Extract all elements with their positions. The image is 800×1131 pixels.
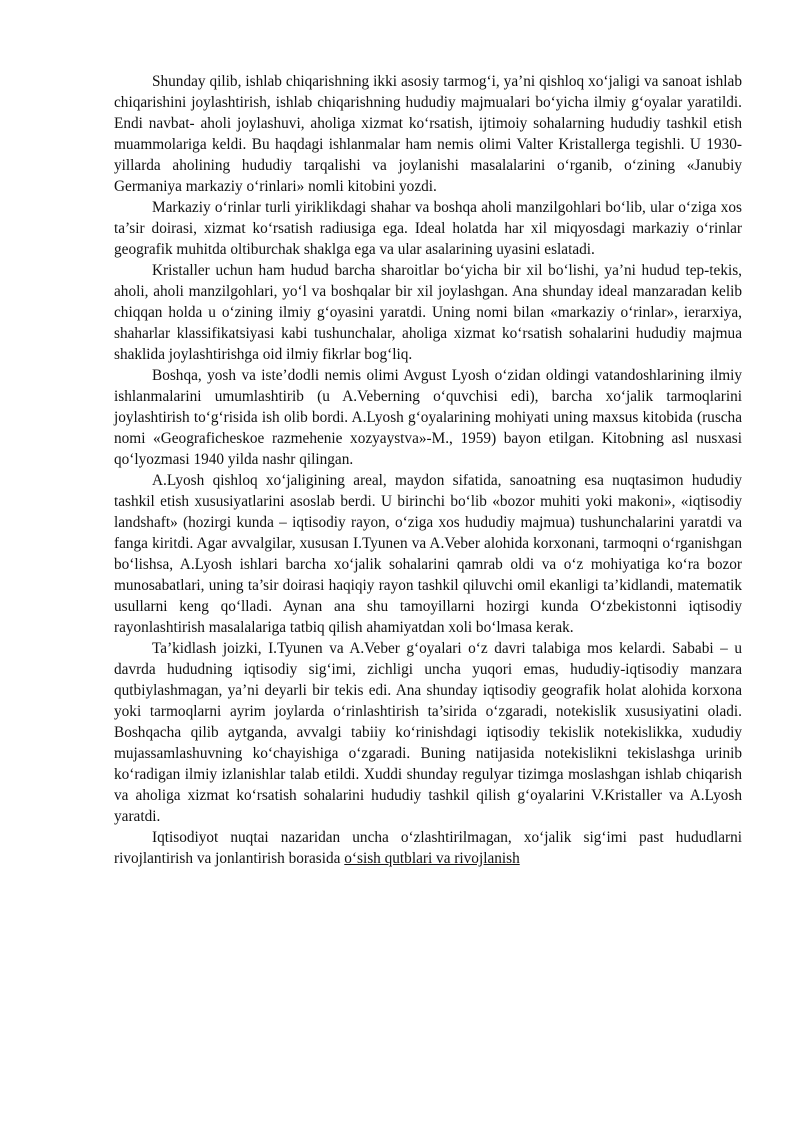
paragraph-1: Shunday qilib, ishlab chiqarishning ikki asosiy tarmog‘i, ya’ni qishloq xo‘jaligi va sanoat ishlab chiqarishini joylashtirish, ishlab chiqarishning hududiy majmualari bo‘yicha ilmiy g‘oyalar yaratildi. Endi navbat- aholi joylashuvi, aholiga xizmat ko‘rsatish, ijtimoiy sohalarning hududiy tashkil etish muammolariga keldi. Bu haqdagi ishlanmalar ham nemis olimi Valter Kristallerga tegishli. U 1930-yillarda aholining hududiy tarqalishi va joylanishi masalalarini o‘rganib, o‘zining «Janubiy Germaniya markaziy o‘rinlari» nomli kitobini yozdi. [114,73,742,195]
paragraph-5: A.Lyosh qishloq xo‘jaligining areal, maydon sifatida, sanoatning esa nuqtasimon hududiy tashkil etish xususiyatlarini asoslab berdi. U birinchi bo‘lib «bozor muhiti yoki makoni», «iqtisodiy landshaft» (hozirgi kunda – iqtisodiy rayon, o‘ziga xos hududiy majmua) tushunchalarini yaratdi va fanga kiritdi. Agar avvalgilar, xususan I.Tyunen va A.Veber alohida korxonani, tarmoqni o‘rganishgan bo‘lishsa, A.Lyosh ishlari barcha xo‘jalik sohalarini qamrab oldi va o‘z mohiyatiga ko‘ra bozor munosabatlari, uning ta’sir doirasi haqiqiy rayon tashkil qiluvchi omil ekanligi ta’kidlandi, matematik usullarni keng qo‘lladi. Aynan ana shu tamoyillarni hozirgi kunda O‘zbekistonni iqtisodiy rayonlashtirish masalalariga tatbiq qilish ahamiyatdan xoli bo‘lmasa kerak. [114,472,742,636]
paragraph-7 [114,827,742,869]
underlined-phrase: o‘sish qutblari va rivojlanish [344,850,520,867]
document-page [114,71,742,869]
paragraph-4: Boshqa, yosh va iste’dodli nemis olimi Avgust Lyosh o‘zidan oldingi vatandoshlarining ilmiy ishlanmalarini umumlashtirib (u A.Veberning o‘quvchisi edi), barcha xo‘jalik tarmoqlarini joylashtirish to‘g‘risida ish olib bordi. A.Lyosh g‘oyalarining mohiyati uning maxsus kitobida (ruscha nomi «Geograficheskoe razmehenie xozyaystva»-M., 1959) bayon etilgan. Kitobning asl nusxasi qo‘lyozmasi 1940 yilda nashr qilingan. [114,367,742,468]
paragraph-3: Kristaller uchun ham hudud barcha sharoitlar bo‘yicha bir xil bo‘lishi, ya’ni hudud tep-tekis, aholi, aholi manzilgohlari, yo‘l va boshqalar bir xil joylashgan. Ana shunday ideal manzaradan kelib chiqqan holda u o‘zining ilmiy g‘oyasini yaratdi. Uning nomi bilan «markaziy o‘rinlar», ierarxiya, shaharlar klassifikatsiyasi kabi tushunchalar, aholiga xizmat ko‘rsatish sohalarini hududiy majmua shaklida joylashtirishga oid ilmiy fikrlar bog‘liq. [114,262,742,363]
paragraph-2: Markaziy o‘rinlar turli yiriklikdagi shahar va boshqa aholi manzilgohlari bo‘lib, ular o‘ziga xos ta’sir doirasi, xizmat ko‘rsatish radiusiga ega. Ideal holatda har xil miqyosdagi markaziy o‘rinlar geografik muhitda oltiburchak shaklga ega va ular asalarining uyasini eslatadi. [114,199,742,258]
paragraph-7-text: Iqtisodiyot nuqtai nazaridan uncha o‘zlashtirilmagan, xo‘jalik sig‘imi past hududlarni rivojlantirish va jonlantirish borasida [114,829,742,867]
paragraph-6: Ta’kidlash joizki, I.Tyunen va A.Veber g‘oyalari o‘z davri talabiga mos kelardi. Sababi – u davrda hududning iqtisodiy sig‘imi, zichligi uncha yuqori emas, hududiy-iqtisodiy manzara qutbiylashmagan, ya’ni deyarli bir tekis edi. Ana shunday iqtisodiy geografik holat alohida korxona yoki tarmoqlarni ayrim joylarda o‘rinlashtirish ta’sirida o‘zgaradi, notekislik xususiyatini oladi. Boshqacha qilib aytganda, avvalgi tabiiy ko‘rinishdagi iqtisodiy tekislik notekislikka, xududiy mujassamlashuvning ko‘chayishiga o‘zgaradi. Buning natijasida notekislikni tekislashga urinib ko‘radigan ilmiy izlanishlar talab etildi. Xuddi shunday regulyar tizimga moslashgan ishlab chiqarish va aholiga xizmat ko‘rsatish sohalarini hududiy tashkil qilish g‘oyalarini V.Kristaller va A.Lyosh yaratdi. [114,640,742,825]
